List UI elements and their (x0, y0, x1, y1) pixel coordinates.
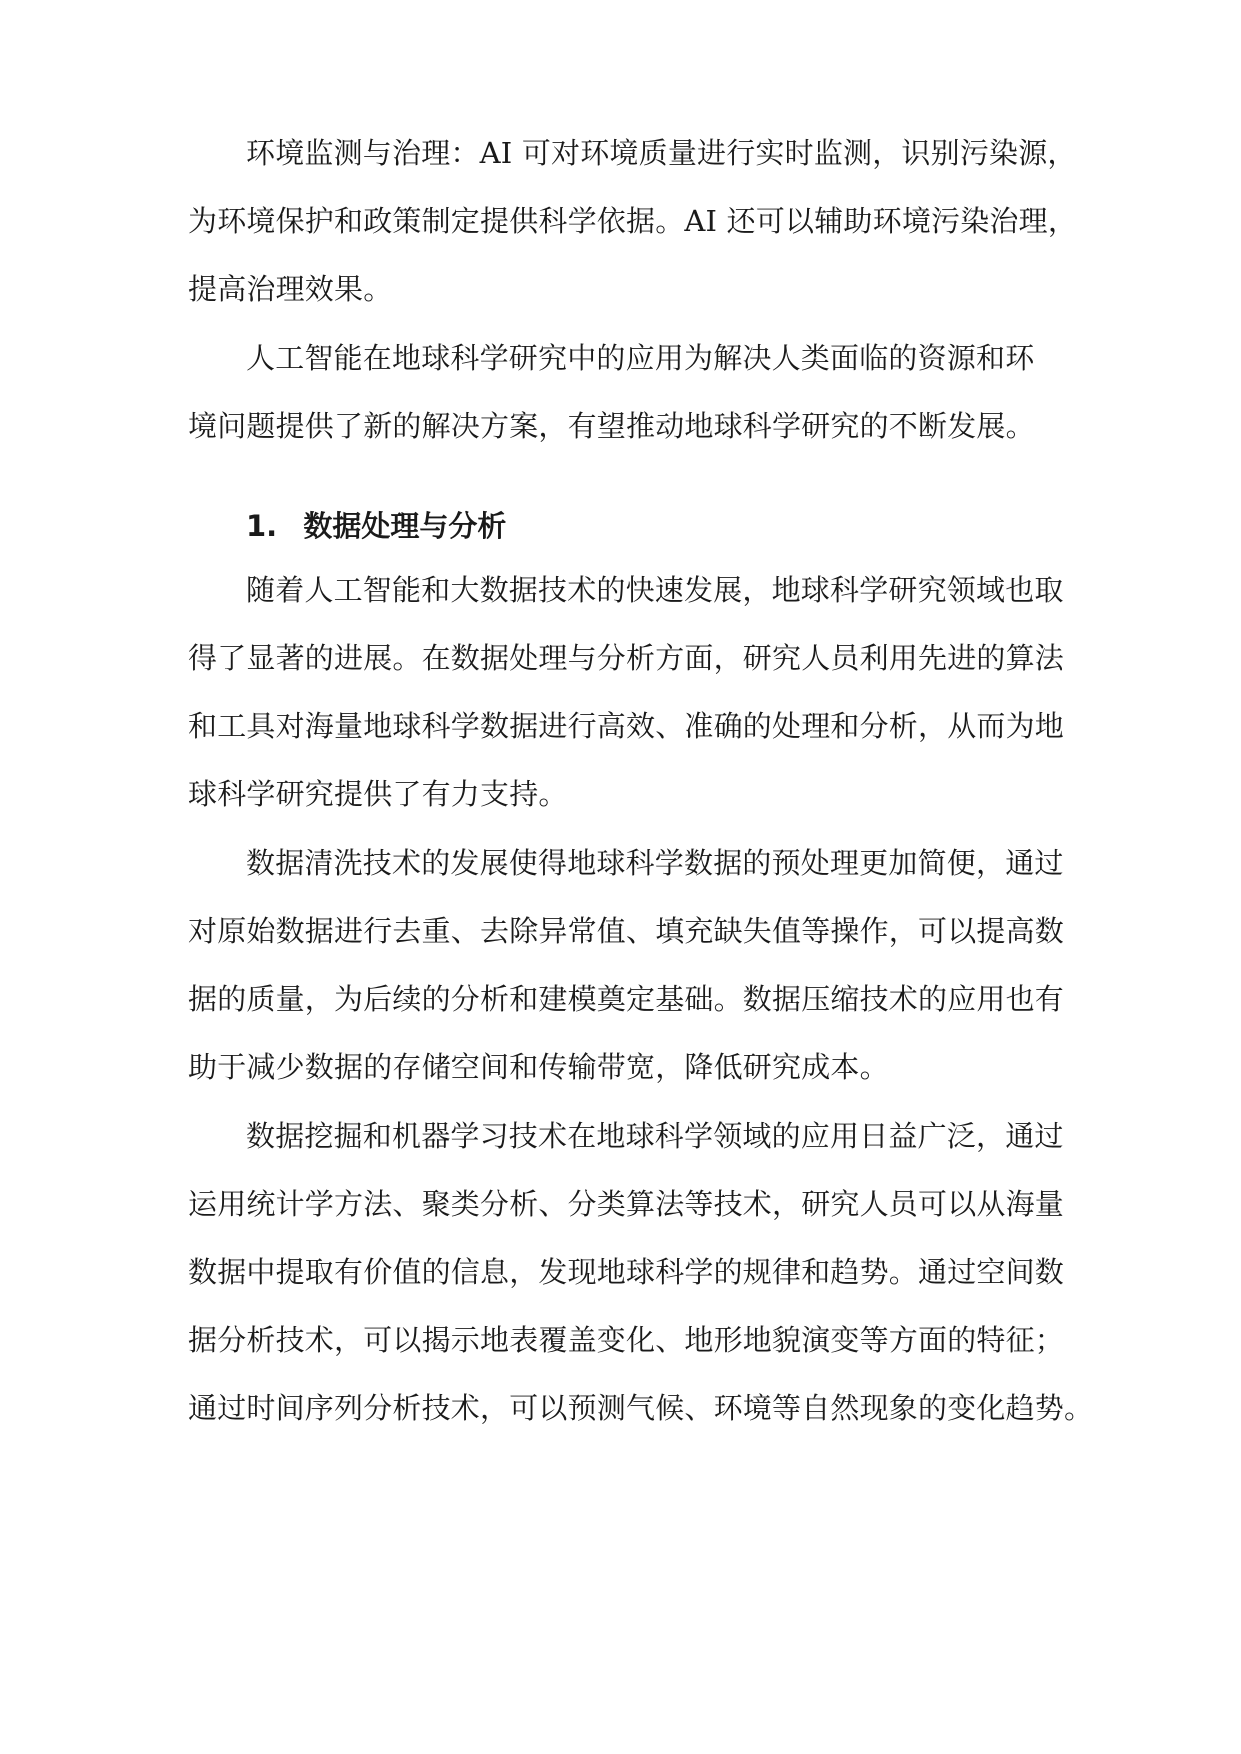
section-heading-number: 1. (246, 509, 278, 543)
paragraph-5-line-5: 通过时间序列分析技术，可以预测气候、环境等自然现象的变化趋势。 (188, 1391, 1094, 1425)
paragraph-5-line-3: 数据中提取有价值的信息，发现地球科学的规律和趋势。通过空间数 (188, 1255, 1065, 1289)
paragraph-2-line-1: 人工智能在地球科学研究中的应用为解决人类面临的资源和环 (246, 341, 1035, 375)
paragraph-4-line-4: 助于减少数据的存储空间和传输带宽，降低研究成本。 (188, 1050, 889, 1084)
paragraph-3-line-3: 和工具对海量地球科学数据进行高效、准确的处理和分析，从而为地 (188, 709, 1065, 743)
paragraph-4-line-2: 对原始数据进行去重、去除异常值、填充缺失值等操作，可以提高数 (188, 914, 1065, 948)
paragraph-5-line-2: 运用统计学方法、聚类分析、分类算法等技术，研究人员可以从海量 (188, 1187, 1065, 1221)
paragraph-5-line-1: 数据挖掘和机器学习技术在地球科学领域的应用日益广泛，通过 (246, 1119, 1064, 1153)
paragraph-1-line-3: 提高治理效果。 (188, 272, 393, 306)
paragraph-3-line-2: 得了显著的进展。在数据处理与分析方面，研究人员利用先进的算法 (188, 641, 1065, 675)
paragraph-1-line-2: 为环境保护和政策制定提供科学依据。AI 还可以辅助环境污染治理， (188, 204, 1078, 238)
paragraph-2-line-2: 境问题提供了新的解决方案，有望推动地球科学研究的不断发展。 (188, 409, 1035, 443)
section-heading (246, 506, 506, 546)
paragraph-3-line-1: 随着人工智能和大数据技术的快速发展，地球科学研究领域也取 (246, 573, 1064, 607)
section-heading-title: 数据处理与分析 (303, 509, 507, 543)
paragraph-4-line-3: 据的质量，为后续的分析和建模奠定基础。数据压缩技术的应用也有 (188, 982, 1065, 1016)
paragraph-4-line-1: 数据清洗技术的发展使得地球科学数据的预处理更加简便，通过 (246, 846, 1064, 880)
paragraph-3-line-4: 球科学研究提供了有力支持。 (188, 777, 568, 811)
paragraph-1-line-1: 环境监测与治理：AI 可对环境质量进行实时监测，识别污染源， (246, 136, 1077, 170)
paragraph-5-line-4: 据分析技术，可以揭示地表覆盖变化、地形地貌演变等方面的特征； (188, 1323, 1065, 1357)
